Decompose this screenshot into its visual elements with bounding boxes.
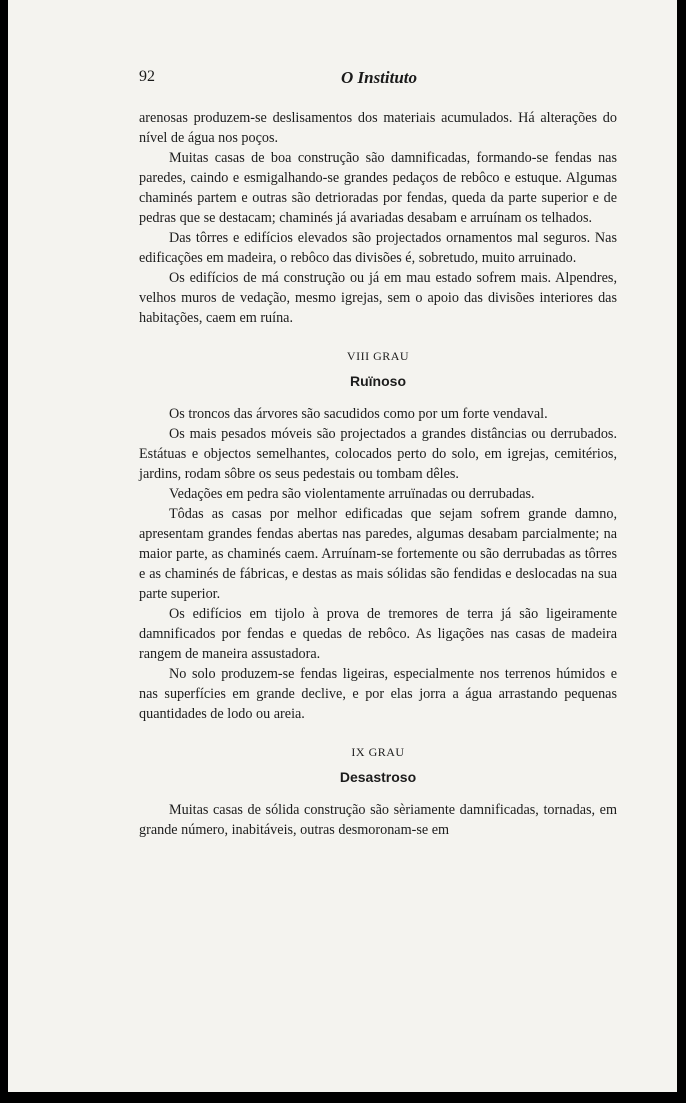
page-number: 92 [139,68,155,85]
paragraph: arenosas produzem-se deslisamentos dos materiais acumulados. Há alterações do nível de água nos poços. [139,110,617,146]
paragraph: Vedações em pedra são violentamente arruïnadas ou derrubadas. [169,486,535,502]
grade-ix-title: Desastroso [339,769,417,785]
grade-ix-label: IX GRAU [351,745,405,759]
paragraph: Os edifícios em tijolo à prova de tremores de terra já são ligeiramente damnificados por fendas e quedas de rebôco. As ligações nas casas de madeira rangem de maneira assustadora. [139,606,617,662]
grade-viii-title: Ruïnoso [350,373,406,389]
book-page [8,0,677,1092]
paragraph: Muitas casas de sólida construção são sèriamente damnificadas, tornadas, em grande número, inabitáveis, outras desmoronam-se em [139,802,617,838]
page-body [139,108,617,840]
paragraph: No solo produzem-se fendas ligeiras, especialmente nos terrenos húmidos e nas superfícies em grande declive, e por elas jorra a água arrastando pequenas quantidades de lodo ou areia. [139,666,617,722]
paragraph: Os edifícios de má construção ou já em mau estado sofrem mais. Alpendres, velhos muros de vedação, mesmo igrejas, sem o apoio das divisões interiores das habitações, caem em ruína. [139,270,617,326]
page-header [139,68,619,92]
paragraph: Os troncos das árvores são sacudidos como por um forte vendaval. [169,406,548,422]
paragraph: Os mais pesados móveis são projectados a grandes distâncias ou derrubados. Estátuas e objectos semelhantes, colocados perto do solo, em igrejas, cemitérios, jardins, rodam sôbre os seus pedestais ou tombam dêles. [139,426,617,482]
paragraph: Muitas casas de boa construção são damnificadas, formando-se fendas nas paredes, caindo e esmigalhando-se grandes pedaços de rebôco e estuque. Algumas chaminés partem e outras são detrioradas por fendas, queda da parte superior e de pedras que se destacam; chaminés já avariadas desabam e arruínam os telhados. [139,150,617,226]
paragraph: Tôdas as casas por melhor edificadas que sejam sofrem grande damno, apresentam grandes fendas abertas nas paredes, algumas desabam parcialmente; na maior parte, as chaminés caem. Arruínam-se fortemente ou são derrubadas as tôrres e as chaminés de fábricas, e destas as mais sólidas são fendidas e deslocadas na sua parte superior. [139,506,617,602]
paragraph: Das tôrres e edifícios elevados são projectados ornamentos mal seguros. Nas edificações em madeira, o rebôco das divisões é, sobretudo, muito arruinado. [139,230,617,266]
grade-viii-label: VIII GRAU [346,349,410,363]
running-title: O Instituto [340,68,418,87]
